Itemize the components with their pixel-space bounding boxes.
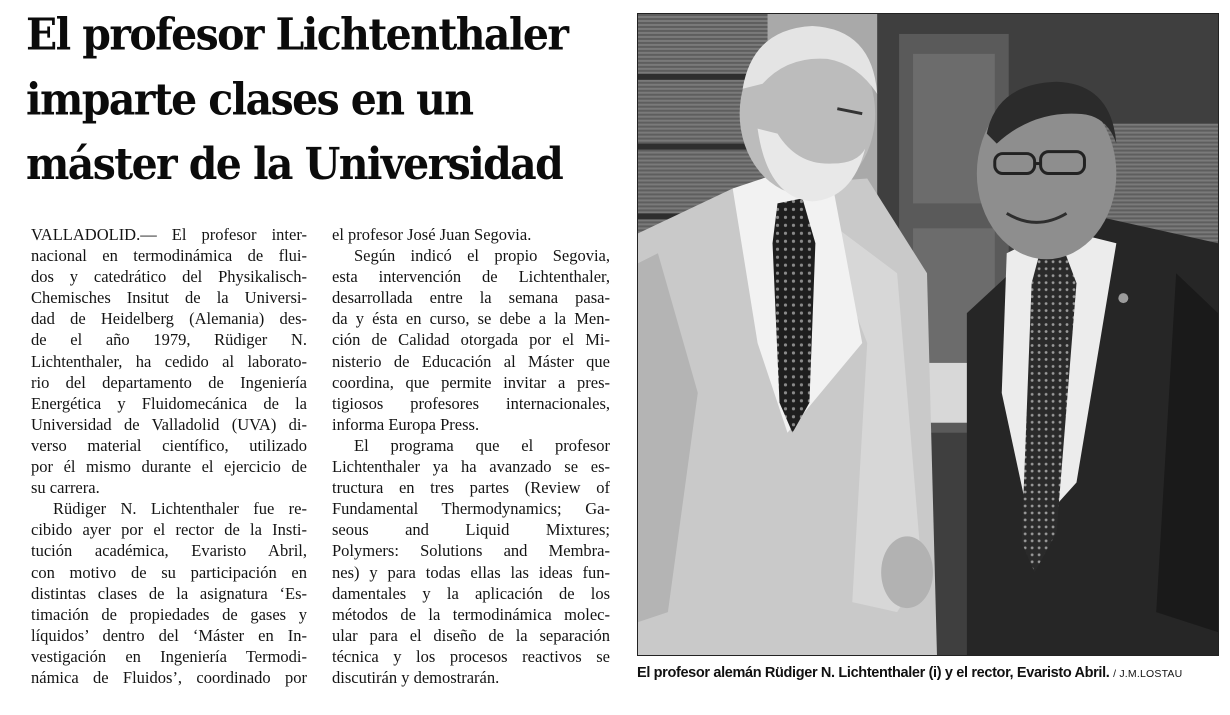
text-line: nacional en termodinámica de flui- <box>31 246 307 266</box>
headline-line: imparte clases en un <box>26 73 473 126</box>
text-line: tigiosos profesores internacionales, <box>332 393 610 413</box>
photo-caption <box>637 662 1221 685</box>
text-line: námica de Fluidos’, coordinado por <box>31 667 307 687</box>
text-line: timación de propiedades de gases y <box>31 604 307 624</box>
text-line: damentales y la aplicación de los <box>332 583 610 603</box>
text-line: El programa que el profesor <box>354 435 610 455</box>
photo-credit: / J.M.LOSTAU <box>1113 668 1183 680</box>
headline <box>26 2 626 196</box>
text-line: ción de Calidad otorgada por el Mi- <box>332 330 610 350</box>
text-line: distintas clases de la asignatura ‘Es- <box>31 583 307 603</box>
text-line: Fundamental Thermodynamics; Ga- <box>332 499 610 519</box>
text-line: líquidos’ dentro del ‘Máster en In- <box>31 625 307 645</box>
text-line: Chemisches Insitut de la Universi- <box>31 288 307 308</box>
text-line: informa Europa Press. <box>332 414 480 434</box>
text-line: de el año 1979, Rüdiger N. <box>31 330 307 350</box>
text-line: nisterio de Educación al Máster que <box>332 351 610 371</box>
text-line: Lichtenthaler, ha cedido al laborato- <box>31 351 307 371</box>
article-column-right <box>332 224 610 688</box>
text-line: tructura en tres partes (Review of <box>332 478 610 498</box>
text-line: dad de Heidelberg (Alemania) des- <box>31 309 307 329</box>
text-line: técnica y los procesos reactivos se <box>332 646 610 666</box>
text-line: vestigación en Ingeniería Termodi- <box>31 646 307 666</box>
text-line: Rüdiger N. Lichtenthaler fue re- <box>53 499 307 519</box>
text-line: con motivo de su participación en <box>31 562 307 582</box>
text-line: Según indicó el propio Segovia, <box>354 246 610 266</box>
text-line: Polymers: Solutions and Membra- <box>332 541 610 561</box>
headline-line: El profesor Lichtenthaler <box>26 8 568 61</box>
text-line: VALLADOLID.— El profesor inter- <box>31 225 307 244</box>
text-line: cibido ayer por el rector de la Insti- <box>31 520 307 540</box>
text-line: tución académica, Evaristo Abril, <box>31 541 307 561</box>
article-photo <box>637 13 1219 656</box>
text-line: Lichtenthaler ya ha avanzado se es- <box>332 457 610 477</box>
article-column-left <box>31 224 307 688</box>
text-line: Energética y Fluidomecánica de la <box>31 393 307 413</box>
text-line: da y ésta en curso, se debe a la Men- <box>332 309 610 329</box>
caption-text: El profesor alemán Rüdiger N. Lichtenthaler (i) y el rector, Evaristo Abril. <box>637 665 1110 681</box>
text-line: desarrollada entre la semana pasa- <box>332 288 610 308</box>
text-line: su carrera. <box>31 478 100 498</box>
text-line: el profesor José Juan Segovia. <box>332 225 532 244</box>
text-line: verso material científico, utilizado <box>31 435 307 455</box>
text-line: seous and Liquid Mixtures; <box>332 520 610 540</box>
text-line: discutirán y demostrarán. <box>332 667 500 687</box>
text-line: dos y catedrático del Physikalisch- <box>31 267 307 287</box>
text-line: coordina, que permite invitar a pres- <box>332 372 610 392</box>
photo-illustration <box>638 14 1218 655</box>
text-line: nes) y para todas ellas las ideas fun- <box>332 562 610 582</box>
headline-line: máster de la Universidad <box>26 138 563 190</box>
text-line: Universidad de Valladolid (UVA) di- <box>31 414 307 434</box>
text-line: rio del departamento de Ingeniería <box>31 372 307 392</box>
text-line: esta intervención de Lichtenthaler, <box>332 267 610 287</box>
text-line: ular para el diseño de la separación <box>332 625 610 645</box>
text-line: por él mismo durante el ejercicio de <box>31 457 307 477</box>
text-line: métodos de la termodinámica molec- <box>332 604 610 624</box>
